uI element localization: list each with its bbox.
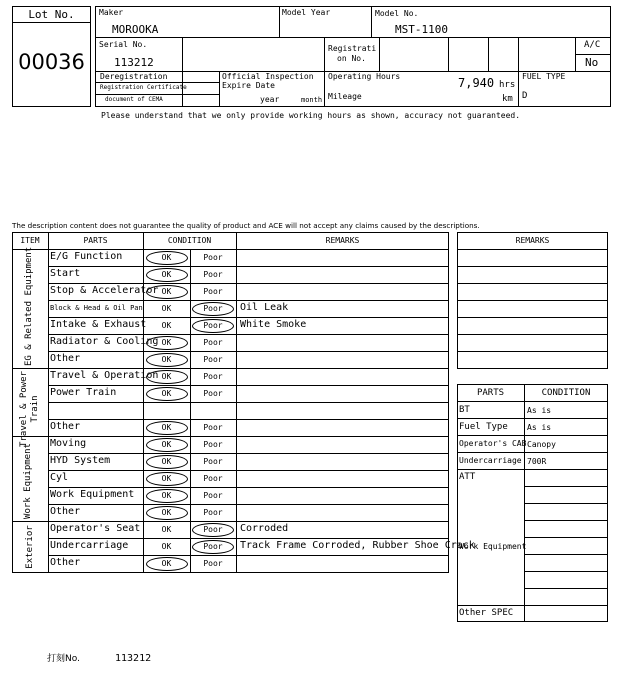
right-remarks-rule <box>457 266 608 267</box>
spec-sub-rule <box>524 503 608 504</box>
spec-row-rule <box>457 469 608 470</box>
row-rule <box>48 419 449 420</box>
hrs-label: hrs <box>499 80 516 90</box>
poor-option: Poor <box>203 542 223 551</box>
ok-option: OK <box>161 525 172 534</box>
ok-selected-oval <box>146 421 188 435</box>
ok-option: OK <box>161 542 172 551</box>
maker-label: Maker <box>99 8 124 17</box>
serial-value: 113212 <box>114 56 154 69</box>
ok-selected-oval <box>146 336 188 350</box>
row-rule <box>48 555 449 556</box>
ok-option: OK <box>161 321 172 330</box>
group-label-eg: EG & Related Equipment <box>24 246 34 366</box>
ok-selected-oval <box>146 438 188 452</box>
ok-option: OK <box>161 423 172 432</box>
ok-option: OK <box>161 491 172 500</box>
group-rule <box>12 436 449 437</box>
ok-selected-oval <box>146 251 188 265</box>
right-remarks-rule <box>457 300 608 301</box>
stamp-label: 打刻No. <box>47 654 80 664</box>
spec-row-rule <box>457 605 608 606</box>
ok-selected-oval <box>146 370 188 384</box>
row-rule <box>48 351 449 352</box>
poor-option: Poor <box>203 355 223 364</box>
spec-condition-header: CONDITION <box>541 388 591 398</box>
ok-selected-oval <box>146 285 188 299</box>
right-remarks-rule <box>457 334 608 335</box>
cema-document-label: document of CEMA <box>105 96 163 103</box>
group-rule <box>12 368 449 369</box>
spec-other-label: Other SPEC <box>459 608 514 618</box>
ok-option: OK <box>161 559 172 568</box>
fuel-type-value: D <box>522 91 528 101</box>
ok-option: OK <box>161 355 172 364</box>
ok-selected-oval <box>146 455 188 469</box>
part-label: Other <box>50 557 81 568</box>
row-rule <box>48 470 449 471</box>
right-remarks-rule <box>457 351 608 352</box>
spec-cab-value: Canopy <box>527 440 556 449</box>
row-rule <box>48 266 449 267</box>
part-label: Moving <box>50 438 87 449</box>
row-rule <box>48 538 449 539</box>
row-rule <box>48 504 449 505</box>
lot-label: Lot No. <box>28 8 75 21</box>
poor-option: Poor <box>203 440 223 449</box>
item-header: ITEM <box>20 236 40 245</box>
part-label: Work Equipment <box>50 489 135 500</box>
ok-option: OK <box>161 474 172 483</box>
poor-option: Poor <box>203 559 223 568</box>
poor-option: Poor <box>203 423 223 432</box>
poor-selected-oval <box>192 540 234 554</box>
spec-parts-header: PARTS <box>476 388 505 398</box>
poor-selected-oval <box>192 302 234 316</box>
spec-sub-rule <box>524 571 608 572</box>
inspection-expire-label: Expire Date <box>222 81 275 90</box>
remark-text: Track Frame Corroded, Rubber Shoe Crack <box>240 540 475 551</box>
ok-option: OK <box>161 457 172 466</box>
spec-row-rule <box>457 435 608 436</box>
spec-sub-rule <box>524 537 608 538</box>
poor-option: Poor <box>203 372 223 381</box>
ok-selected-oval <box>146 472 188 486</box>
condition-header: CONDITION <box>167 236 212 245</box>
poor-option: Poor <box>203 508 223 517</box>
ok-option: OK <box>161 389 172 398</box>
poor-option: Poor <box>203 321 223 330</box>
model-no-value: MST-1100 <box>395 23 448 36</box>
part-label: Travel & Operation <box>50 370 159 381</box>
ok-option: OK <box>161 253 172 262</box>
operating-hours-value: 7,940 <box>458 76 495 90</box>
part-label: Block & Head & Oil Pan <box>50 304 143 312</box>
row-rule <box>48 402 449 403</box>
row-rule <box>48 317 449 318</box>
spec-row-rule <box>457 418 608 419</box>
spec-row-rule <box>457 401 608 402</box>
spec-fuel-value: As is <box>527 423 552 432</box>
part-label: Cyl <box>50 472 69 483</box>
poor-selected-oval <box>192 523 234 537</box>
ok-option: OK <box>161 508 172 517</box>
part-label: Power Train <box>50 387 117 398</box>
ok-option: OK <box>161 270 172 279</box>
ok-option: OK <box>161 440 172 449</box>
year-label: year <box>260 95 280 104</box>
group-label-travel: Travel & Power Train <box>19 371 40 447</box>
inspection-label: Official Inspection <box>222 72 314 81</box>
part-label: Start <box>50 268 81 279</box>
row-rule <box>48 300 449 301</box>
group-label-exterior: Exterior <box>25 525 35 569</box>
poor-option: Poor <box>203 253 223 262</box>
spec-undercarriage-value: 700R <box>527 457 547 466</box>
right-remarks-rule <box>457 249 608 250</box>
model-year-label: Model Year <box>282 8 331 17</box>
right-remarks-header: REMARKS <box>515 236 550 245</box>
spec-att-label: ATT <box>459 472 476 482</box>
lot-number: 00036 <box>18 50 85 74</box>
part-label: Intake & Exhaust <box>50 319 147 330</box>
row-rule <box>48 334 449 335</box>
poor-option: Poor <box>203 474 223 483</box>
part-label: Other <box>50 421 81 432</box>
parts-header: PARTS <box>83 236 108 245</box>
part-label: E/G Function <box>50 251 123 262</box>
ok-option: OK <box>161 372 172 381</box>
km-label: km <box>502 94 513 104</box>
row-rule <box>48 283 449 284</box>
remark-text: Oil Leak <box>240 302 289 313</box>
month-label: month <box>301 96 323 104</box>
operating-hours-label: Operating Hours <box>328 72 401 81</box>
ok-selected-oval <box>146 506 188 520</box>
spec-undercarriage-label: Undercarriage <box>459 456 522 465</box>
part-label: HYD System <box>50 455 111 466</box>
spec-sub-rule <box>524 486 608 487</box>
ok-selected-oval <box>146 353 188 367</box>
group-label-work: Work Equipment <box>23 443 33 519</box>
spec-bt-value: As is <box>527 406 552 415</box>
poor-option: Poor <box>203 270 223 279</box>
fuel-type-label: FUEL TYPE <box>522 72 566 81</box>
part-label: Other <box>50 353 81 364</box>
ac-label: A/C <box>584 40 601 50</box>
spec-fuel-label: Fuel Type <box>459 422 508 432</box>
part-label: Stop & Accelerator <box>50 285 159 296</box>
spec-bt-label: BT <box>459 405 470 415</box>
spec-sub-rule <box>524 520 608 521</box>
ok-selected-oval <box>146 268 188 282</box>
group-rule <box>12 521 449 522</box>
ok-option: OK <box>161 287 172 296</box>
poor-option: Poor <box>203 287 223 296</box>
poor-option: Poor <box>203 389 223 398</box>
ok-selected-oval <box>146 489 188 503</box>
mileage-label: Mileage <box>328 92 362 101</box>
spec-work-equipment-label: Work Equipment <box>459 542 527 551</box>
ok-selected-oval <box>146 387 188 401</box>
ac-value: No <box>585 56 599 69</box>
remark-text: White Smoke <box>240 319 307 330</box>
hours-note: Please understand that we only provide working hours as shown, accuracy not guaranteed. <box>101 111 521 120</box>
spec-sub-rule <box>524 588 608 589</box>
column-rule <box>190 249 191 572</box>
part-label: Operator's Seat <box>50 523 141 534</box>
poor-option: Poor <box>203 304 223 313</box>
row-rule <box>48 487 449 488</box>
spec-sub-rule <box>524 554 608 555</box>
poor-option: Poor <box>203 457 223 466</box>
poor-option: Poor <box>203 338 223 347</box>
spec-cab-label: Operator's CAB <box>459 439 527 448</box>
disclaimer: The description content does not guarantee the quality of product and ACE will not accept any claims caused by the descriptions. <box>12 221 480 230</box>
right-remarks-rule <box>457 283 608 284</box>
registration-label: Registrati <box>328 44 377 53</box>
row-rule <box>48 385 449 386</box>
part-label: Other <box>50 506 81 517</box>
ok-option: OK <box>161 304 172 313</box>
maker-value: MOROOKA <box>112 23 159 36</box>
row-rule <box>48 453 449 454</box>
poor-selected-oval <box>192 319 234 333</box>
right-remarks-rule <box>457 317 608 318</box>
registration-certificate-label: Registration Certificate <box>100 84 187 91</box>
poor-option: Poor <box>203 525 223 534</box>
model-no-label: Model No. <box>375 9 419 18</box>
poor-option: Poor <box>203 491 223 500</box>
registration-label-2: on No. <box>337 54 366 63</box>
ok-option: OK <box>161 338 172 347</box>
spec-row-rule <box>457 452 608 453</box>
part-label: Undercarriage <box>50 540 129 551</box>
ok-selected-oval <box>146 557 188 571</box>
stamp-value: 113212 <box>115 653 152 664</box>
remarks-header: REMARKS <box>325 236 360 245</box>
serial-label: Serial No. <box>99 40 148 49</box>
part-label: Radiator & Cooling <box>50 336 159 347</box>
deregistration-label: Deregistration <box>100 72 168 81</box>
remark-text: Corroded <box>240 523 289 534</box>
header-rule <box>12 249 449 250</box>
